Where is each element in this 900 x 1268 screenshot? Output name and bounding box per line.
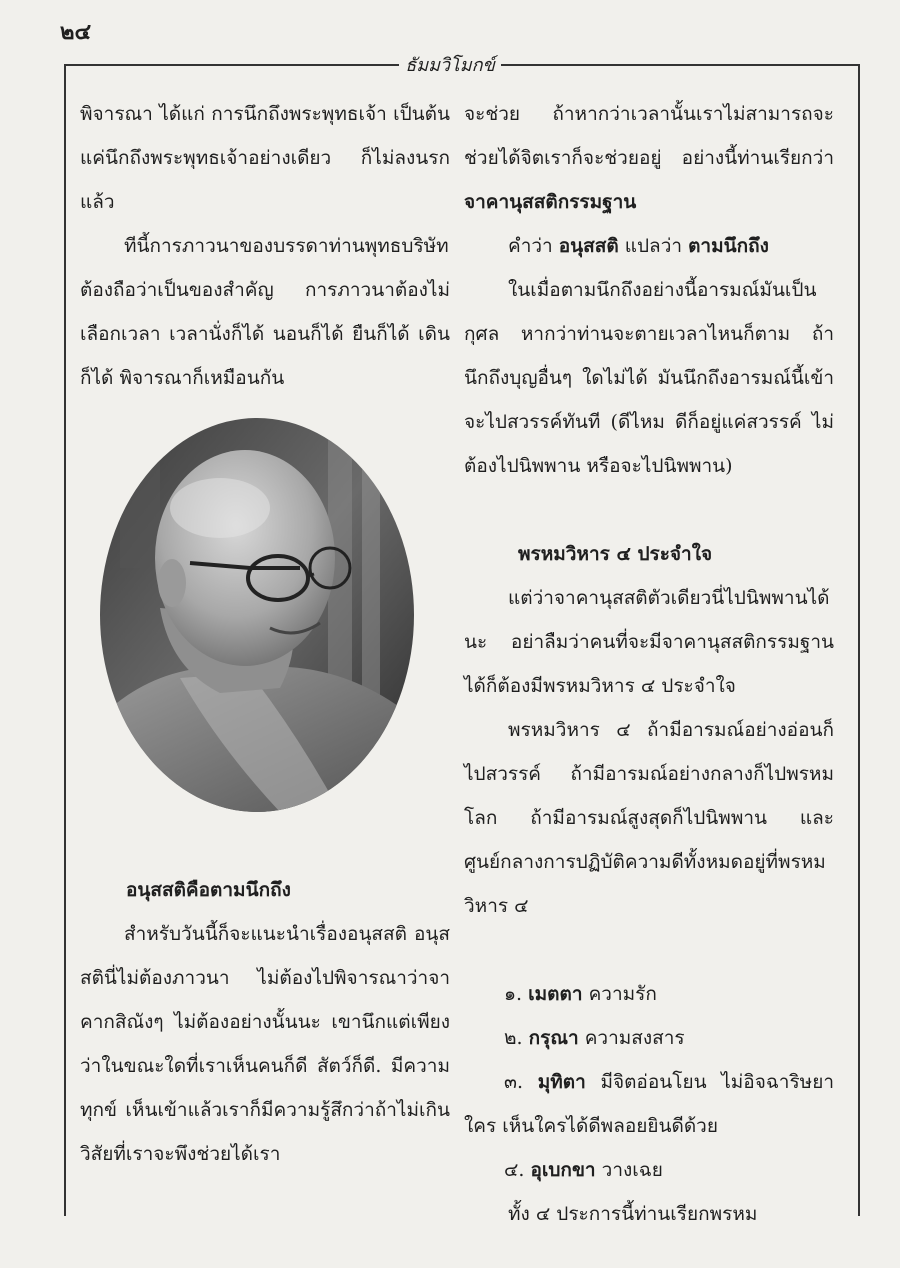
- list-item: [464, 1060, 834, 1148]
- right-section-heading: พรหมวิหาร ๔ ประจำใจ: [518, 543, 713, 565]
- list-term: อุเบกขา: [530, 1159, 596, 1181]
- monk-portrait-photo: [100, 418, 414, 812]
- list-number: ๒.: [504, 1027, 523, 1049]
- left-section-heading: อนุสสติคือตามนึกถึง: [126, 879, 291, 901]
- right-paragraph-4: แต่ว่าจาคานุสสติตัวเดียวนี่ไปนิพพานได้นะ อย่าลืมว่าคนที่จะมีจาคานุสสติกรรมฐานได้ก็ต้องมีพรหมวิหาร ๔ ประจำใจ: [464, 587, 834, 697]
- book-title: ธัมมวิโมกข์: [399, 55, 501, 76]
- right-column: [464, 92, 834, 1236]
- left-paragraph-3: สำหรับวันนี้ก็จะแนะนำเรื่องอนุสสติ อนุสสตินี่ไม่ต้องภาวนา ไม่ต้องไปพิจารณาว่าจาคากสิณังๆ ไม่ต้องอย่างนั้นนะ เขานึกแต่เพียงว่าในขณะใดที่เราเห็นคนก็ดี สัตว์ก็ดี. มีความทุกข์ เห็นเข้าแล้วเราก็มีความรู้สึกว่าถ้าไม่เกินวิสัยที่เราจะพึงช่วยได้เรา: [80, 923, 450, 1165]
- page-number: ๒๔: [60, 19, 92, 45]
- left-paragraph-2: ทีนี้การภาวนาของบรรดาท่านพุทธบริษัทต้องถือว่าเป็นของสำคัญ การภาวนาต้องไม่เลือกเวลา เวลานั่งก็ได้ นอนก็ได้ ยืนก็ได้ เดินก็ได้ พิจารณาก็เหมือนกัน: [80, 235, 450, 389]
- running-header: [0, 50, 900, 79]
- right-paragraph-6: ทั้ง ๔ ประการนี้ท่านเรียกพรหม: [508, 1203, 758, 1225]
- list-number: ๑.: [504, 983, 523, 1005]
- list-number: ๔.: [504, 1159, 525, 1181]
- list-term: กรุณา: [528, 1027, 579, 1049]
- right-paragraph-1: [464, 92, 834, 224]
- list-desc: วางเฉย: [601, 1159, 663, 1181]
- right-paragraph-1-text: จะช่วย ถ้าหากว่าเวลานั้นเราไม่สามารถจะช่วยได้จิตเราก็จะช่วยอยู่ อย่างนี้ท่านเรียกว่า: [464, 103, 834, 169]
- term-tam-nuek-thueng: ตามนึกถึง: [688, 235, 769, 257]
- list-item: [464, 1016, 834, 1060]
- list-desc: มีจิตอ่อนโยน ไม่อิจฉาริษยาใคร เห็นใครได้ดีพลอยยินดีด้วย: [464, 1071, 834, 1137]
- left-paragraph-1: พิจารณา ได้แก่ การนึกถึงพระพุทธเจ้า เป็นต้น แค่นึกถึงพระพุทธเจ้าอย่างเดียว ก็ไม่ลงนรกแล้ว: [80, 103, 450, 213]
- list-term: เมตตา: [528, 983, 583, 1005]
- list-desc: ความรัก: [588, 983, 657, 1005]
- right-paragraph-3: ในเมื่อตามนึกถึงอย่างนี้อารมณ์มันเป็นกุศล หากว่าท่านจะตายเวลาไหนก็ตาม ถ้านึกถึงบุญอื่นๆ ใดไม่ได้ มันนึกถึงอารมณ์นี้เข้าจะไปสวรรค์ทันที (ดีไหม ดีก็อยู่แค่สวรรค์ ไม่ต้องไปนิพพาน หรือจะไปนิพพาน): [464, 279, 834, 477]
- list-term: มุทิตา: [537, 1071, 586, 1093]
- right-paragraph-2-text-a: คำว่า: [508, 235, 559, 257]
- list-desc: ความสงสาร: [584, 1027, 685, 1049]
- term-anussati: อนุสสติ: [558, 235, 619, 257]
- list-item: [464, 972, 834, 1016]
- left-column: [80, 92, 450, 1176]
- right-paragraph-2: [464, 224, 834, 268]
- list-number: ๓.: [504, 1071, 524, 1093]
- list-item: [464, 1148, 834, 1192]
- right-paragraph-5: พรหมวิหาร ๔ ถ้ามีอารมณ์อย่างอ่อนก็ไปสวรรค์ ถ้ามีอารมณ์อย่างกลางก็ไปพรหมโลก ถ้ามีอารมณ์สูงสุดก็ไปนิพพาน และศูนย์กลางการปฏิบัติความดีทั้งหมดอยู่ที่พรหมวิหาร ๔: [464, 719, 834, 917]
- right-paragraph-2-text-c: แปลว่า: [618, 235, 689, 257]
- term-jakanussati: จาคานุสสติกรรมฐาน: [464, 191, 637, 213]
